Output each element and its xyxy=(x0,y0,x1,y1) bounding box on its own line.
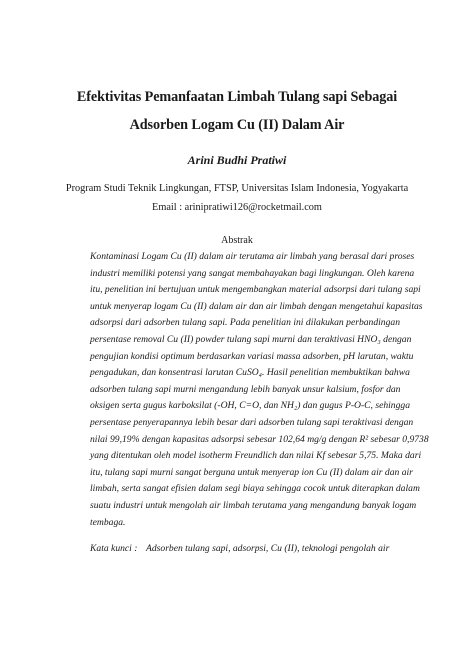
abstract-heading: Abstrak xyxy=(221,235,253,246)
paper-title-line-2: Adsorben Logam Cu (II) Dalam Air xyxy=(129,117,345,133)
abstract-line: limbah, serta sangat efisien dalam segi biaya sehingga cocok untuk diterapkan dalam xyxy=(90,483,420,495)
abstract-line: untuk menyerap logam Cu (II) dalam air dan air limbah dengan mengetahui kapasitas xyxy=(90,300,423,312)
abstract-line: itu, penelitian ini bertujuan untuk mengembangkan material adsorpsi dari tulang sapi xyxy=(90,284,421,296)
keywords-line xyxy=(90,543,389,554)
author-name: Arini Budhi Pratiwi xyxy=(187,153,287,167)
abstract-line: oksigen serta gugus karboksilat (-OH, C=O, dan NH₂) dan gugus P-O-C, sehingga xyxy=(90,400,410,412)
abstract-line: suatu industri untuk mengolah air limbah terutama yang mengandung banyak logam xyxy=(90,499,417,511)
abstract-line: tembaga. xyxy=(90,516,126,528)
keywords-label: Kata kunci : xyxy=(90,543,138,554)
abstract-line: industri memiliki potensi yang sangat membahayakan bagi lingkungan. Oleh karena xyxy=(90,267,415,279)
email-line: Email : arinipratiwi126@rocketmail.com xyxy=(152,202,322,213)
abstract-line: persentase removal Cu (II) powder tulang sapi murni dan teraktivasi HNO₃ dengan xyxy=(90,333,412,345)
abstract-line: persentase penyerapannya lebih besar dari adsorben tulang sapi teraktivasi dengan xyxy=(90,416,414,428)
keywords-text: Adsorben tulang sapi, adsorpsi, Cu (II), teknologi pengolah air xyxy=(146,543,390,554)
affiliation: Program Studi Teknik Lingkungan, FTSP, Universitas Islam Indonesia, Yogyakarta xyxy=(65,183,409,194)
abstract-line: adsorben tulang sapi murni mengandung lebih banyak unsur kalsium, fosfor dan xyxy=(90,383,401,395)
abstract-line: Kontaminasi Logam Cu (II) dalam air terutama air limbah yang berasal dari proses xyxy=(90,251,415,262)
abstract-line: pengadukan, dan konsentrasi larutan CuSO₄. Hasil penelitian membuktikan bahwa xyxy=(90,367,410,379)
abstract-line: yang ditentukan oleh model isotherm Freundlich dan nilai Kf sebesar 5,75. Maka dari xyxy=(90,450,422,462)
abstract-line: itu, tulang sapi murni sangat berguna untuk menyerap ion Cu (II) dalam air dan air xyxy=(90,466,413,478)
paper-title-line-1: Efektivitas Pemanfaatan Limbah Tulang sapi Sebagai xyxy=(76,89,398,105)
abstract-line: nilai 99,19% dengan kapasitas adsorpsi sebesar 102,64 mg/g dengan R² sebesar 0,9738 xyxy=(90,433,429,445)
abstract-line: pengujian kondisi optimum berdasarkan variasi massa adsorben, pH larutan, waktu xyxy=(90,350,414,362)
abstract-body xyxy=(90,249,429,531)
abstract-line: adsorpsi dari adsorben tulang sapi. Pada penelitian ini dilakukan perbandingan xyxy=(90,317,400,329)
